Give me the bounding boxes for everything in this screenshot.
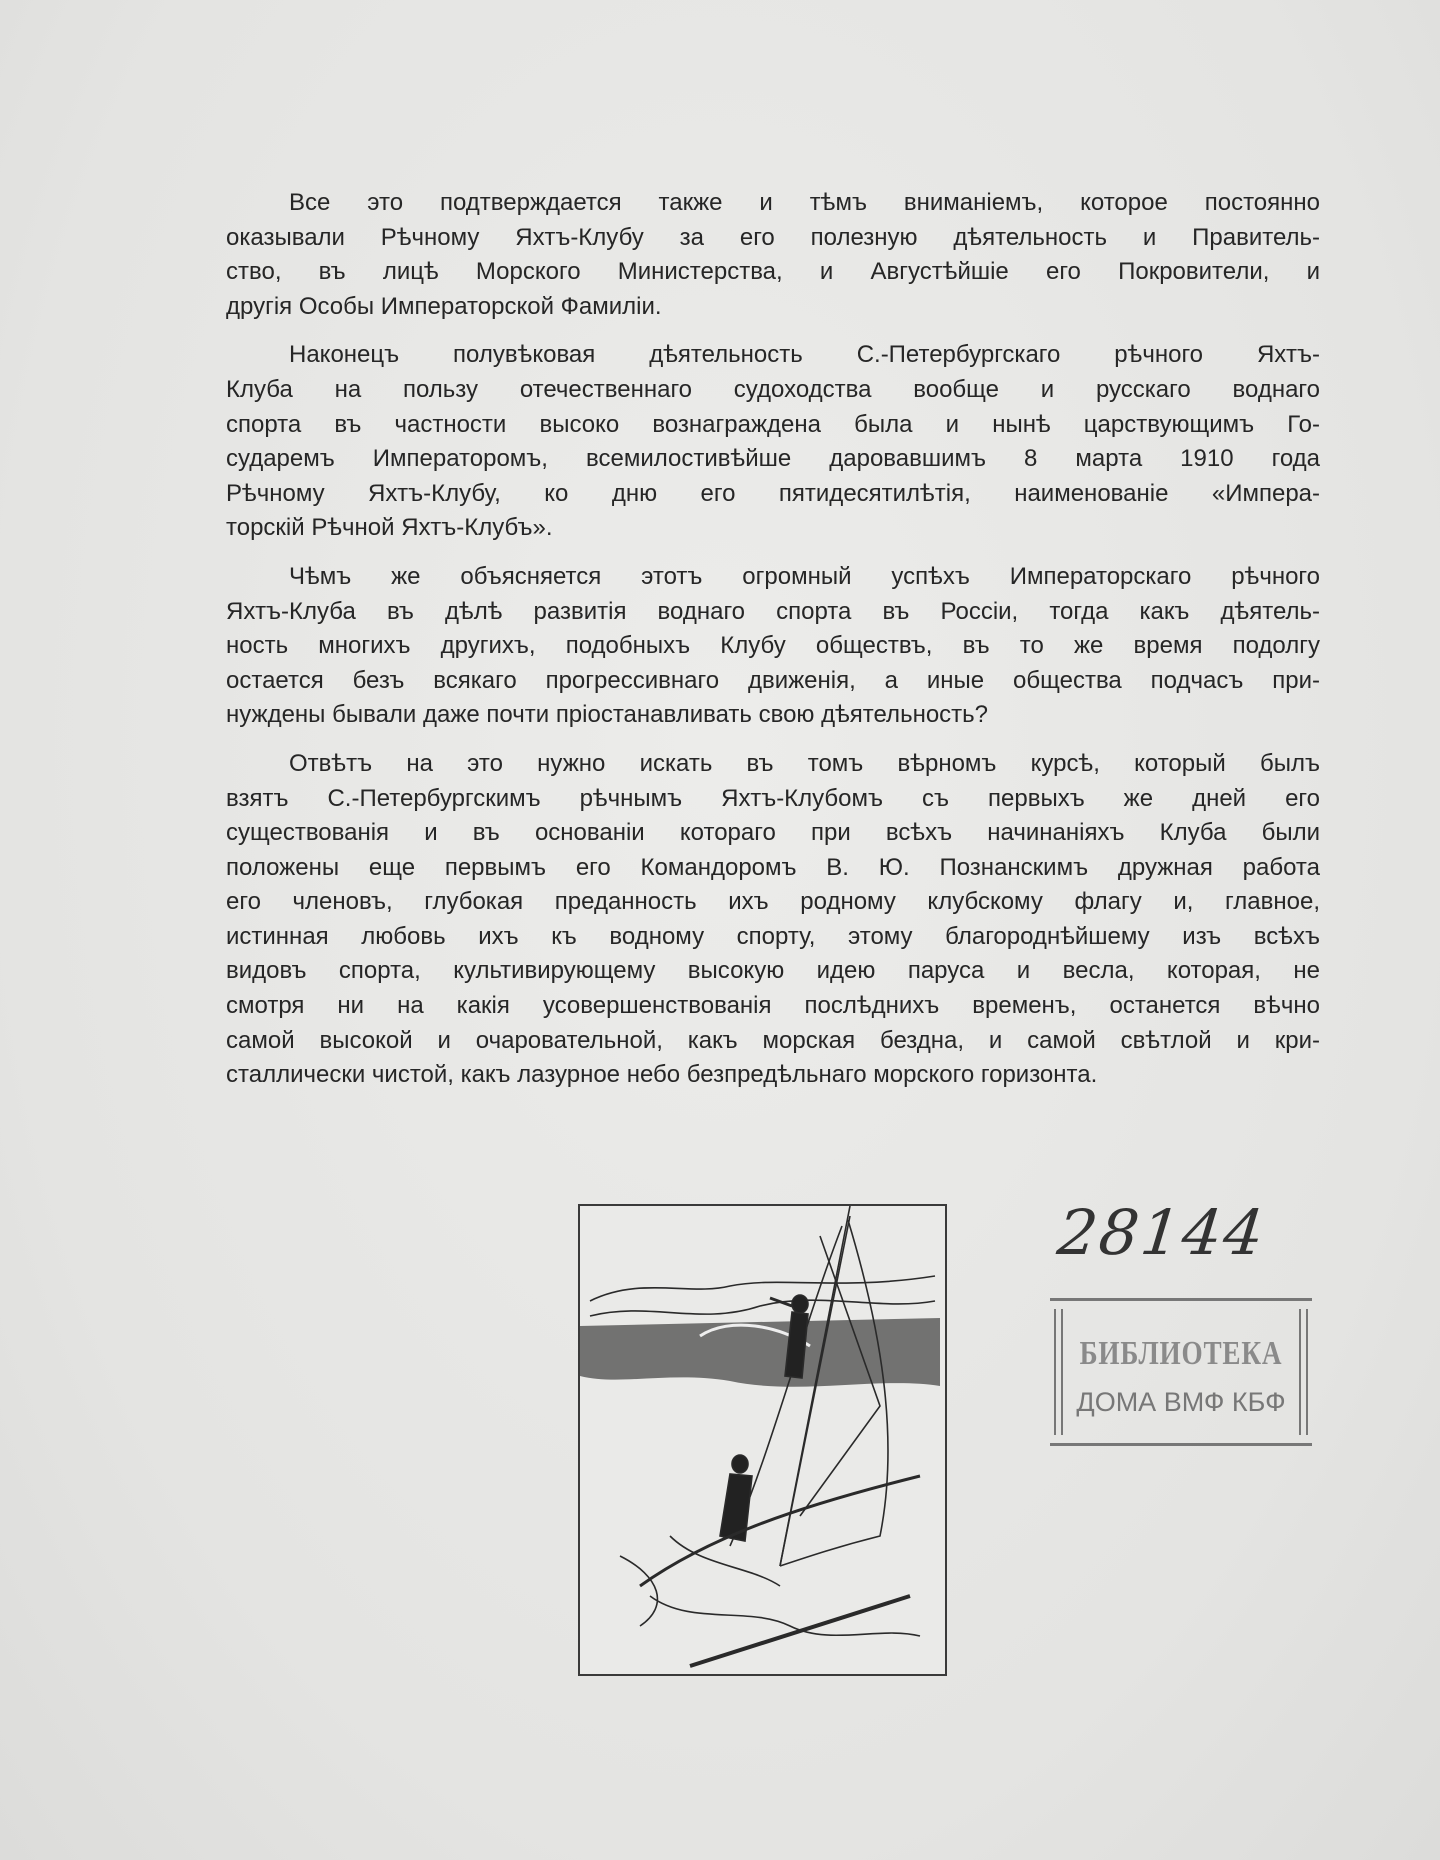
library-stamp (1050, 1298, 1312, 1446)
paragraph (226, 747, 1320, 1093)
text-line: положены еще первымъ его Командоромъ В. Ю. Познанскимъ дружная работа (226, 853, 1320, 881)
handwritten-inventory-number: 28144 (1054, 1196, 1270, 1269)
text-line: оказывали Рѣчному Яхтъ-Клубу за его полезную дѣятельность и Правитель- (226, 223, 1320, 251)
text-line: самой высокой и очаровательной, какъ морская бездна, и самой свѣтлой и кри- (226, 1026, 1320, 1054)
text-line: существованія и въ основаніи котораго при всѣхъ начинаніяхъ Клуба были (226, 819, 1320, 847)
text-line: Чѣмъ же объясняется этотъ огромный успѣхъ Императорскаго рѣчного (289, 562, 1320, 590)
text-line: взятъ С.-Петербургскимъ рѣчнымъ Яхтъ-Клубомъ съ первыхъ же дней его (226, 784, 1320, 812)
text-line: спорта въ частности высоко вознаграждена была и нынѣ царствующимъ Го- (226, 410, 1320, 438)
text-line: сталлически чистой, какъ лазурное небо безпредѣльнаго морского горизонта. (226, 1061, 1098, 1089)
text-line: остается безъ всякаго прогрессивнаго движенія, а иные общества подчасъ при- (226, 666, 1320, 694)
text-line: Все это подтверждается также и тѣмъ вниманіемъ, которое постоянно (289, 189, 1320, 216)
text-line: Наконецъ полувѣковая дѣятельность С.-Петербургскаго рѣчного Яхтъ- (289, 341, 1320, 369)
text-line: ность многихъ другихъ, подобныхъ Клубу обществъ, въ то же время подолгу (226, 632, 1320, 660)
paragraph (226, 560, 1320, 733)
iceboat-illustration (578, 1204, 947, 1676)
text-line: Яхтъ-Клуба въ дѣлѣ развитія воднаго спорта въ Россіи, тогда какъ дѣятель- (226, 597, 1320, 625)
text-line: другія Особы Императорской Фамиліи. (226, 292, 662, 320)
iceboat-sketch (580, 1206, 945, 1674)
text-line: смотря ни на какія усовершенствованія послѣднихъ временъ, останется вѣчно (226, 992, 1320, 1020)
text-line: Отвѣтъ на это нужно искать въ томъ вѣрномъ курсѣ, который былъ (289, 749, 1320, 777)
text-line: сударемъ Императоромъ, всемилостивѣйше даровавшимъ 8 марта 1910 года (226, 445, 1320, 473)
paragraph (226, 186, 1320, 324)
stamp-line-1: БИБЛИОТЕКА (1079, 1335, 1283, 1372)
text-line: Клуба на пользу отечественнаго судоходства вообще и русскаго воднаго (226, 375, 1320, 403)
text-line: нуждены бывали даже почти пріостанавливать свою дѣятельность? (226, 701, 989, 729)
text-line: торскій Рѣчной Яхтъ-Клубъ». (226, 514, 553, 542)
text-line: его членовъ, глубокая преданность ихъ родному клубскому флагу и, главное, (226, 888, 1320, 916)
text-line: видовъ спорта, культивирующему высокую идею паруса и весла, которая, не (226, 957, 1320, 985)
text-line: ство, въ лицѣ Морского Министерства, и Августѣйшіе его Покровители, и (226, 258, 1320, 286)
stamp-line-2: ДОМА ВМФ КБФ (1076, 1387, 1286, 1417)
text-line: истинная любовь ихъ къ водному спорту, этому благороднѣйшему изъ всѣхъ (226, 922, 1320, 950)
text-line: Рѣчному Яхтъ-Клубу, ко дню его пятидесятилѣтія, наименованіе «Импера- (226, 479, 1320, 507)
paragraph (226, 338, 1320, 546)
body-text (226, 186, 1320, 1107)
